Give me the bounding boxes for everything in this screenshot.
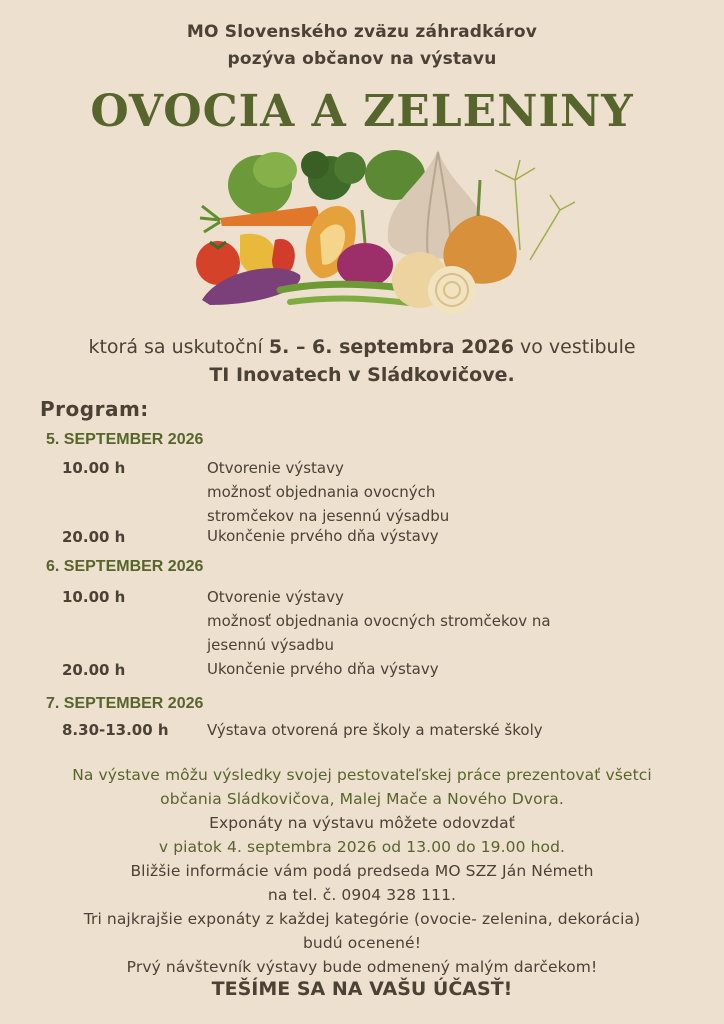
info-block bbox=[0, 763, 724, 979]
program-time: 20.00 h bbox=[62, 661, 126, 679]
invitation-line: pozýva občanov na výstavu bbox=[227, 49, 497, 69]
activity-line: možnosť objednania ovocných stromčekov na bbox=[207, 612, 551, 630]
program-time: 20.00 h bbox=[62, 528, 126, 546]
info-line: Exponáty na výstavu môžete odovzdať bbox=[209, 814, 515, 832]
info-line: Bližšie informácie vám podá predseda MO SZZ Ján Németh bbox=[130, 862, 594, 880]
exhibition-title: OVOCIA A ZELENINY bbox=[90, 86, 634, 137]
program-activity bbox=[207, 718, 543, 742]
vegetables-illustration bbox=[180, 140, 580, 325]
activity-line: Otvorenie výstavy bbox=[207, 588, 344, 606]
program-title: Program: bbox=[40, 397, 149, 421]
event-dates: 5. – 6. septembra 2026 bbox=[268, 336, 514, 358]
organizer-line: MO Slovenského zväzu záhradkárov bbox=[186, 22, 538, 42]
activity-line: Výstava otvorená pre školy a materské školy bbox=[207, 721, 543, 739]
program-activity bbox=[207, 585, 551, 657]
day-title: 5. SEPTEMBER 2026 bbox=[46, 431, 204, 448]
activity-line: stromčekov na jesennú výsadbu bbox=[207, 507, 450, 525]
event-dates-line bbox=[0, 336, 724, 358]
info-line: Prvý návštevník výstavy bude odmenený malým darčekom! bbox=[126, 958, 598, 976]
day-title: 7. SEPTEMBER 2026 bbox=[46, 695, 204, 712]
activity-line: možnosť objednania ovocných bbox=[207, 483, 436, 501]
program-activity bbox=[207, 524, 439, 548]
program-time: 10.00 h bbox=[62, 459, 126, 477]
red-onion-icon bbox=[337, 243, 393, 287]
info-line: budú ocenené! bbox=[302, 934, 422, 952]
program-activity bbox=[207, 456, 449, 528]
activity-line: Ukončenie prvého dňa výstavy bbox=[207, 660, 439, 678]
info-line: na tel. č. 0904 328 111. bbox=[267, 886, 457, 904]
activity-line: jesennú výsadbu bbox=[207, 636, 335, 654]
program-activity bbox=[207, 657, 439, 681]
event-venue: TI Inovatech v Sládkovičove. bbox=[209, 364, 515, 386]
event-suffix: vo vestibule bbox=[520, 336, 636, 358]
program-time: 10.00 h bbox=[62, 588, 126, 606]
program-time: 8.30-13.00 h bbox=[62, 721, 169, 739]
day-title: 6. SEPTEMBER 2026 bbox=[46, 558, 204, 575]
closing-message: TEŠÍME SA NA VAŠU ÚČASŤ! bbox=[211, 978, 513, 1000]
info-line: Tri najkrajšie exponáty z každej kategórie (ovocie- zelenina, dekorácia) bbox=[83, 910, 641, 928]
info-line: v piatok 4. septembra 2026 od 13.00 do 19.00 hod. bbox=[158, 838, 566, 856]
activity-line: Otvorenie výstavy bbox=[207, 459, 344, 477]
event-prefix: ktorá sa uskutoční bbox=[88, 336, 263, 358]
activity-line: Ukončenie prvého dňa výstavy bbox=[207, 527, 439, 545]
info-line: občania Sládkovičova, Malej Mače a Nového Dvora. bbox=[160, 790, 564, 808]
info-line: Na výstave môžu výsledky svojej pestovateľskej práce prezentovať všetci bbox=[72, 766, 652, 784]
